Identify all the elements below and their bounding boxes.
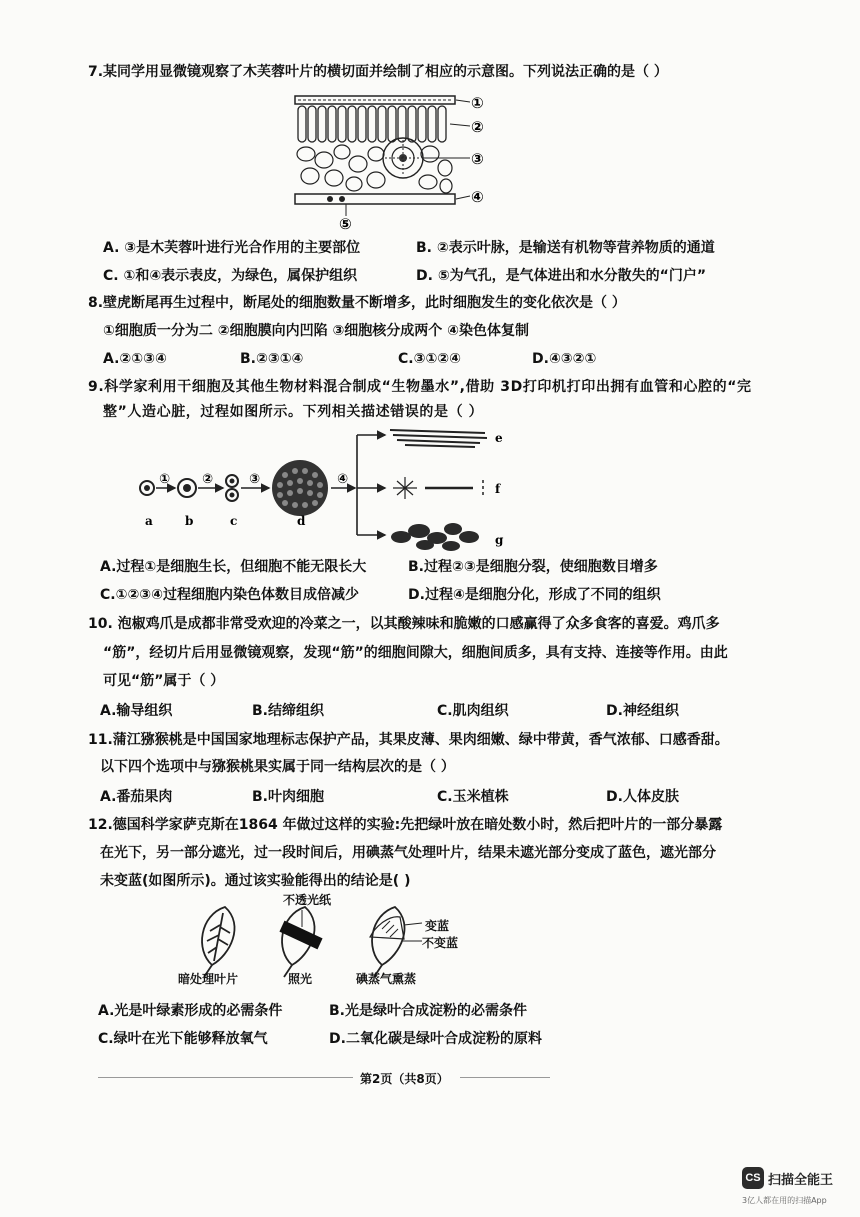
q9-tissue-e: e bbox=[495, 431, 503, 445]
q7-label-4: ④ bbox=[471, 188, 484, 206]
q12-step2-label: 照光 bbox=[288, 972, 313, 986]
page-number: 第2页（共8页） bbox=[360, 1072, 449, 1086]
q12-paper-label: 不透光纸 bbox=[283, 893, 332, 907]
q11-option-c: C.玉米植株 bbox=[437, 789, 509, 805]
watermark-subtitle: 3亿人都在用的扫描App bbox=[742, 1196, 827, 1205]
q8-option-d: D.④③②① bbox=[532, 351, 597, 367]
q9-cell-d: d bbox=[297, 514, 306, 528]
stem-cell-process-diagram bbox=[135, 425, 520, 555]
footer-rule-right bbox=[460, 1077, 550, 1078]
q9-step-3: ③ bbox=[249, 472, 261, 487]
q12-not-blue-label: 不变蓝 bbox=[422, 936, 459, 950]
q12-step1-label: 暗处理叶片 bbox=[178, 972, 239, 986]
q7-label-1: ① bbox=[471, 94, 484, 112]
q12-line1: 12.德国科学家萨克斯在1864 年做过这样的实验:先把绿叶放在暗处数小时，然后把叶片的一部分暴露 bbox=[88, 817, 723, 833]
q11-option-a: A.番茄果肉 bbox=[100, 789, 173, 805]
camscanner-logo: CS bbox=[742, 1167, 764, 1189]
q12-blue-label: 变蓝 bbox=[425, 919, 450, 933]
q11-line2: 以下四个选项中与猕猴桃果实属于同一结构层次的是（ ） bbox=[100, 759, 455, 775]
q8-stem: 8.壁虎断尾再生过程中，断尾处的细胞数量不断增多，此时细胞发生的变化依次是（ ） bbox=[88, 295, 626, 311]
q9-cell-b: b bbox=[185, 514, 194, 528]
q7-label-3: ③ bbox=[471, 150, 484, 168]
q11-option-b: B.叶肉细胞 bbox=[252, 789, 324, 805]
q9-step-1: ① bbox=[159, 472, 171, 487]
q10-option-a: A.输导组织 bbox=[100, 703, 173, 719]
q9-tissue-g: g bbox=[495, 533, 504, 547]
q12-option-d: D.二氧化碳是绿叶合成淀粉的原料 bbox=[329, 1031, 542, 1047]
q9-step-4: ④ bbox=[337, 472, 349, 487]
q8-option-b: B.②③①④ bbox=[240, 351, 304, 367]
q8-steps: ①细胞质一分为二 ②细胞膜向内凹陷 ③细胞核分成两个 ④染色体复制 bbox=[103, 323, 530, 339]
q10-option-b: B.结缔组织 bbox=[252, 703, 324, 719]
q11-option-d: D.人体皮肤 bbox=[606, 789, 679, 805]
q10-option-d: D.神经组织 bbox=[606, 703, 679, 719]
q11-line1: 11.蒲江猕猴桃是中国国家地理标志保护产品，其果皮薄、果肉细嫩、绿中带黄，香气浓郁、口感香甜。 bbox=[88, 732, 729, 748]
q10-line2: “筋”，经切片后用显微镜观察，发现“筋”的细胞间隙大，细胞间质多，具有支持、连接等作用。由此 bbox=[103, 645, 728, 661]
q9-option-b: B.过程②③是细胞分裂，使细胞数目增多 bbox=[408, 559, 658, 575]
q8-option-a: A.②①③④ bbox=[103, 351, 167, 367]
q12-option-c: C.绿叶在光下能够释放氧气 bbox=[98, 1031, 268, 1047]
q12-step3-label: 碘蒸气熏蒸 bbox=[356, 972, 417, 986]
q9-stem-line1: 9.科学家利用干细胞及其他生物材料混合制成“生物墨水”,借助 3D打印机打印出拥有血管和心腔的“完 bbox=[88, 379, 752, 395]
q8-option-c: C.③①②④ bbox=[398, 351, 462, 367]
q10-line1: 10. 泡椒鸡爪是成都非常受欢迎的冷菜之一，以其酸辣味和脆嫩的口感赢得了众多食客的喜爱。鸡爪多 bbox=[88, 616, 720, 632]
q7-option-d: D. ⑤为气孔，是气体进出和水分散失的“门户” bbox=[416, 268, 707, 284]
q9-cell-c: c bbox=[230, 514, 238, 528]
q7-label-5: ⑤ bbox=[339, 215, 352, 230]
q9-tissue-f: f bbox=[495, 482, 501, 496]
q7-stem: 7.某同学用显微镜观察了木芙蓉叶片的横切面并绘制了相应的示意图。下列说法正确的是（ ） bbox=[88, 64, 668, 80]
q10-line3: 可见“筋”属于（ ） bbox=[103, 673, 225, 689]
q12-option-a: A.光是叶绿素形成的必需条件 bbox=[98, 1003, 283, 1019]
q7-option-b: B. ②表示叶脉，是输送有机物等营养物质的通道 bbox=[416, 240, 715, 256]
q12-option-b: B.光是绿叶合成淀粉的必需条件 bbox=[329, 1003, 527, 1019]
q12-line2: 在光下，另一部分遮光，过一段时间后，用碘蒸气处理叶片，结果未遮光部分变成了蓝色，遮光部分 bbox=[100, 845, 716, 861]
footer-rule-left bbox=[98, 1077, 353, 1078]
q7-option-a: A. ③是木芙蓉叶进行光合作用的主要部位 bbox=[103, 240, 361, 256]
q9-step-2: ② bbox=[202, 472, 214, 487]
q9-option-d: D.过程④是细胞分化，形成了不同的组织 bbox=[408, 587, 661, 603]
q9-stem-line2: 整”人造心脏，过程如图所示。下列相关描述错误的是（ ） bbox=[103, 404, 484, 420]
watermark-title: 扫描全能王 bbox=[768, 1173, 834, 1188]
q9-cell-a: a bbox=[145, 514, 153, 528]
q10-option-c: C.肌肉组织 bbox=[437, 703, 509, 719]
leaf-cross-section-diagram bbox=[290, 90, 500, 230]
q7-option-c: C. ①和④表示表皮，为绿色，属保护组织 bbox=[103, 268, 358, 284]
q12-line3: 未变蓝(如图所示)。通过该实验能得出的结论是( ) bbox=[100, 873, 411, 889]
q7-label-2: ② bbox=[471, 118, 484, 136]
q9-option-c: C.①②③④过程细胞内染色体数目成倍减少 bbox=[100, 587, 360, 603]
q9-option-a: A.过程①是细胞生长，但细胞不能无限长大 bbox=[100, 559, 367, 575]
